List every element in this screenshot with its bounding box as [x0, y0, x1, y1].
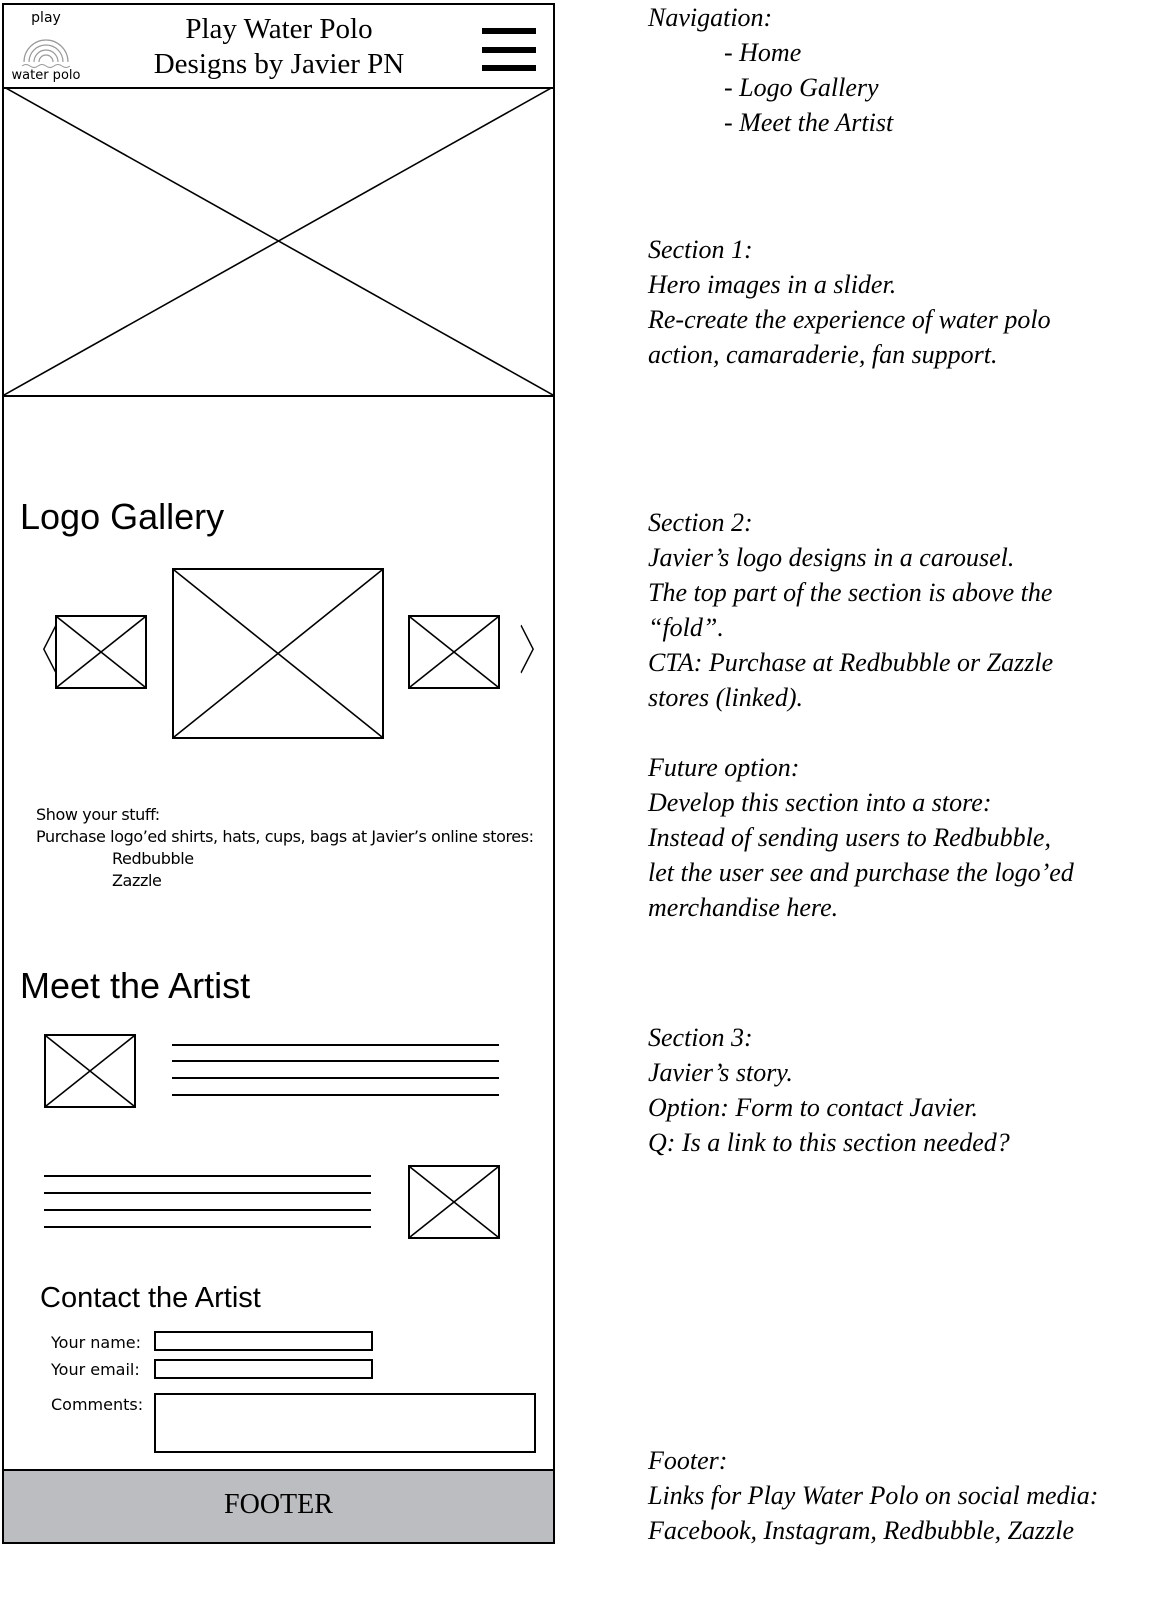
logo-text-top: play: [31, 10, 61, 26]
name-input[interactable]: [154, 1331, 373, 1351]
comments-label: Comments:: [51, 1395, 144, 1414]
note-line: Option: Form to contact Javier.: [648, 1093, 978, 1122]
note-nav-item: - Logo Gallery: [724, 73, 879, 102]
note-line: Instead of sending users to Redbubble,: [648, 823, 1051, 852]
carousel-next-arrow-icon[interactable]: 〉: [519, 623, 551, 681]
site-title-line1: Play Water Polo: [185, 13, 373, 45]
contact-heading: Contact the Artist: [40, 1282, 261, 1314]
note-section2-title: Section 2:: [648, 508, 753, 537]
text-line-placeholder: [44, 1226, 371, 1228]
note-line: merchandise here.: [648, 893, 839, 922]
note-line: Links for Play Water Polo on social media:: [648, 1481, 1099, 1510]
note-nav-item: - Meet the Artist: [724, 108, 894, 137]
logo-gallery-heading: Logo Gallery: [20, 496, 225, 537]
logo-gallery-cta: [36, 804, 556, 892]
email-input[interactable]: [154, 1359, 373, 1379]
hamburger-bar: [482, 28, 536, 34]
cta-text: Purchase logo’ed shirts, hats, cups, bags at Javier’s online stores:: [36, 827, 534, 846]
store-link-redbubble[interactable]: Redbubble: [112, 849, 194, 868]
note-section3-title: Section 3:: [648, 1023, 753, 1052]
carousel-main-logo[interactable]: [172, 568, 384, 739]
logo-text-bottom: water polo: [11, 68, 81, 83]
store-link-zazzle[interactable]: Zazzle: [112, 871, 162, 890]
note-line: action, camaraderie, fan support.: [648, 340, 998, 369]
note-footer-title: Footer:: [648, 1446, 728, 1475]
meet-the-artist-heading: Meet the Artist: [20, 965, 251, 1006]
text-line-placeholder: [172, 1077, 499, 1079]
story-image-placeholder: [408, 1165, 500, 1239]
hero-slider-image-placeholder[interactable]: [2, 87, 555, 397]
hamburger-menu-icon[interactable]: [482, 28, 536, 72]
hamburger-bar: [482, 65, 536, 71]
note-line: Javier’s logo designs in a carousel.: [648, 543, 1015, 572]
note-line: Q: Is a link to this section needed?: [648, 1128, 1010, 1157]
comments-textarea[interactable]: [154, 1393, 536, 1453]
note-line: “fold”.: [648, 613, 724, 642]
note-navigation-title: Navigation:: [648, 3, 773, 32]
note-line: stores (linked).: [648, 683, 803, 712]
note-nav-item: - Home: [724, 38, 802, 67]
text-line-placeholder: [172, 1094, 499, 1096]
artist-image-placeholder: [44, 1034, 136, 1108]
name-label: Your name:: [51, 1333, 142, 1352]
text-line-placeholder: [172, 1060, 499, 1062]
text-line-placeholder: [44, 1175, 371, 1177]
site-title: [120, 12, 438, 82]
carousel-prev-arrow-icon[interactable]: 〈: [26, 623, 58, 681]
site-logo[interactable]: [8, 10, 84, 86]
text-line-placeholder: [172, 1044, 499, 1046]
note-line: Facebook, Instagram, Redbubble, Zazzle: [648, 1516, 1075, 1545]
text-line-placeholder: [44, 1192, 371, 1194]
cta-intro: Show your stuff:: [36, 805, 160, 824]
logo-rainbow-icon: [20, 28, 72, 68]
note-line: Javier’s story.: [648, 1058, 793, 1087]
note-line: Hero images in a slider.: [648, 270, 897, 299]
note-section1-title: Section 1:: [648, 235, 753, 264]
note-line: The top part of the section is above the: [648, 578, 1053, 607]
email-label: Your email:: [51, 1360, 140, 1379]
site-title-line2: Designs by Javier PN: [153, 48, 405, 80]
note-line: let the user see and purchase the logo’ed: [648, 858, 1074, 887]
hamburger-bar: [482, 47, 536, 53]
text-line-placeholder: [44, 1209, 371, 1211]
carousel-thumb-next[interactable]: [408, 615, 500, 689]
carousel-thumb-prev[interactable]: [55, 615, 147, 689]
note-line: Re-create the experience of water polo: [648, 305, 1051, 334]
note-line: CTA: Purchase at Redbubble or Zazzle: [648, 648, 1054, 677]
note-line: Develop this section into a store:: [648, 788, 992, 817]
footer: FOOTER: [4, 1469, 553, 1542]
note-future-title: Future option:: [648, 753, 800, 782]
